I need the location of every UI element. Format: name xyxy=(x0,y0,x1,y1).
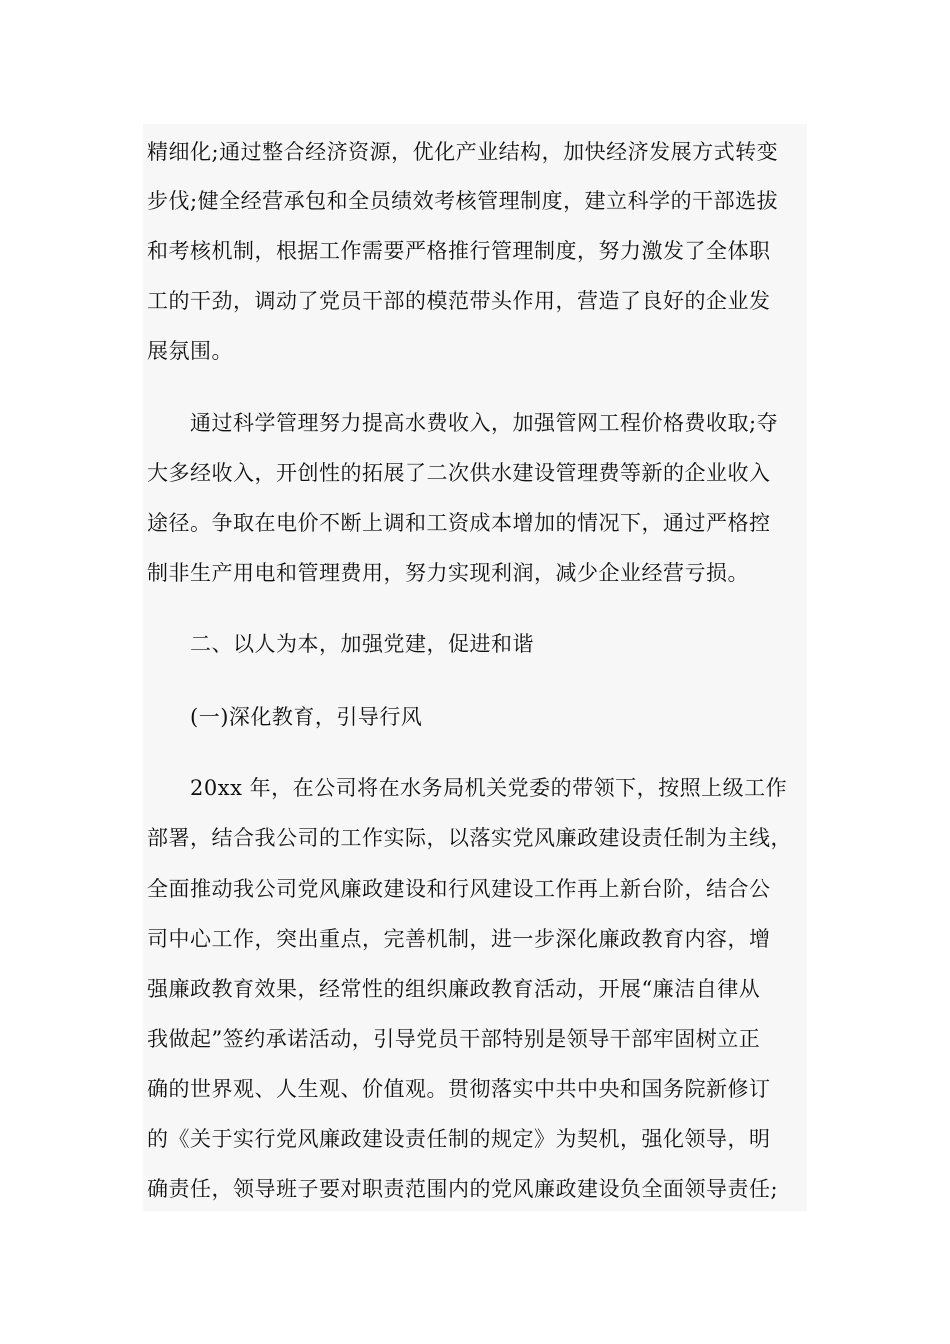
paragraph-1-line-1: 精细化;通过整合经济资源，优化产业结构，加快经济发展方式转变 xyxy=(147,140,779,164)
paragraph-2-line-3: 途径。争取在电价不断上调和工资成本增加的情况下，通过严格控 xyxy=(147,511,771,535)
paragraph-3-line-9: 确责任，领导班子要对职责范围内的党风廉政建设负全面领导责任; xyxy=(147,1177,779,1201)
paragraph-1-line-5: 展氛围。 xyxy=(147,339,233,363)
paragraph-1-line-2: 步伐;健全经营承包和全员绩效考核管理制度，建立科学的干部选拔 xyxy=(147,189,779,213)
paragraph-3-line-5: 强廉政教育效果，经常性的组织廉政教育活动，开展“廉洁自律从 xyxy=(147,977,761,1001)
paragraph-2-line-4: 制非生产用电和管理费用，努力实现利润，减少企业经营亏损。 xyxy=(147,561,749,585)
paragraph-3-line-7: 确的世界观、人生观、价值观。贯彻落实中共中央和国务院新修订 xyxy=(147,1077,771,1101)
paragraph-2-line-2: 大多经收入，开创性的拓展了二次供水建设管理费等新的企业收入 xyxy=(147,461,771,485)
paragraph-3-line-3: 全面推动我公司党风廉政建设和行风建设工作再上新台阶，结合公 xyxy=(147,877,771,901)
paragraph-2-line-1: 通过科学管理努力提高水费收入，加强管网工程价格费收取;夺 xyxy=(190,411,779,435)
paragraph-3-line-4: 司中心工作，突出重点，完善机制，进一步深化廉政教育内容，增 xyxy=(147,927,771,951)
subsection-heading: (一)深化教育，引导行风 xyxy=(190,705,423,729)
paragraph-1-line-4: 工的干劲，调动了党员干部的模范带头作用，营造了良好的企业发 xyxy=(147,289,771,313)
paragraph-3-line-6: 我做起”签约承诺活动，引导党员干部特别是领导干部牢固树立正 xyxy=(147,1027,761,1051)
section-heading: 二、以人为本，加强党建，促进和谐 xyxy=(190,632,534,656)
paragraph-1-line-3: 和考核机制，根据工作需要严格推行管理制度，努力激发了全体职 xyxy=(147,239,771,263)
paragraph-3-line-2: 部署，结合我公司的工作实际，以落实党风廉政建设责任制为主线， xyxy=(147,826,792,850)
paragraph-3-line-8: 的《关于实行党风廉政建设责任制的规定》为契机，强化领导，明 xyxy=(147,1127,771,1151)
paragraph-3-line-1: 20xx 年，在公司将在水务局机关党委的带领下，按照上级工作 xyxy=(190,776,788,800)
